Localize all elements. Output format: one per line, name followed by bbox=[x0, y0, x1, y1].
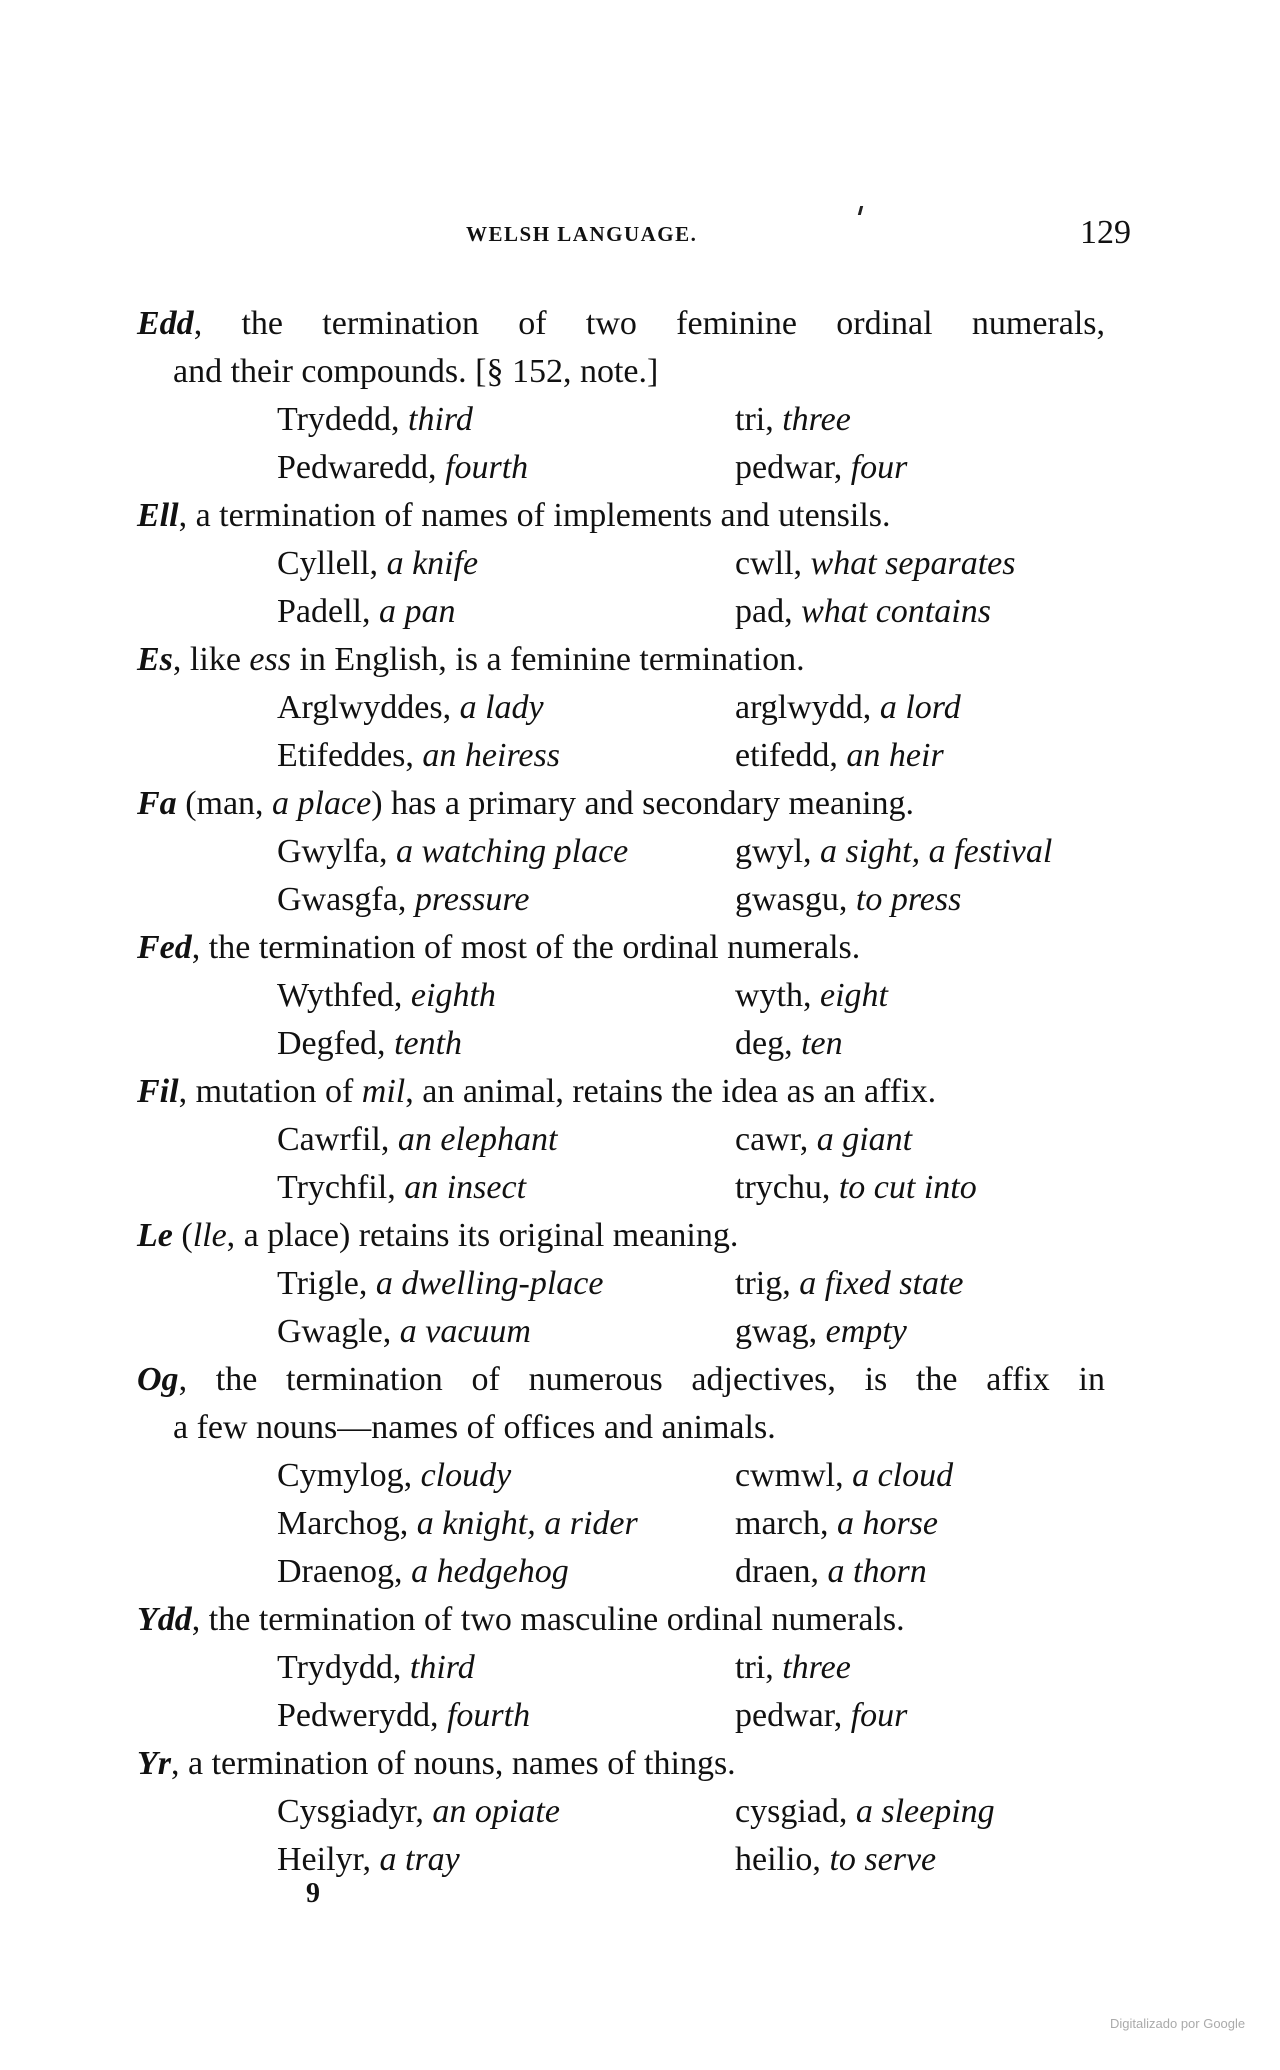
root-gloss: what contains bbox=[801, 593, 991, 630]
derived-word: Gwylfa, bbox=[277, 833, 396, 870]
welsh-root-word bbox=[735, 1692, 907, 1740]
example-row bbox=[137, 1020, 1105, 1068]
root-word: pedwar, bbox=[735, 449, 851, 486]
welsh-derived-word bbox=[277, 540, 478, 588]
entry-heading-line bbox=[137, 300, 1105, 348]
welsh-root-word bbox=[735, 1308, 907, 1356]
welsh-derived-word bbox=[277, 972, 496, 1020]
italic-text: ess bbox=[249, 641, 291, 678]
entry-heading-line bbox=[137, 492, 1105, 540]
welsh-derived-word bbox=[277, 1548, 569, 1596]
welsh-root-word bbox=[735, 1644, 851, 1692]
root-word: draen, bbox=[735, 1553, 828, 1590]
entry-text: , mutation of bbox=[178, 1073, 362, 1110]
welsh-root-word bbox=[735, 1788, 995, 1836]
example-row bbox=[137, 396, 1105, 444]
derived-gloss: third bbox=[409, 1649, 475, 1686]
root-gloss: a fixed state bbox=[799, 1265, 964, 1302]
derived-word: Arglwyddes, bbox=[277, 689, 460, 726]
root-gloss: a horse bbox=[836, 1505, 939, 1542]
welsh-root-word bbox=[735, 972, 888, 1020]
root-word: arglwydd, bbox=[735, 689, 880, 726]
example-row bbox=[137, 876, 1105, 924]
entry-text: , the termination of two masculine ordinal numerals. bbox=[191, 1601, 905, 1638]
entry-heading-line bbox=[137, 924, 1105, 972]
root-gloss: ten bbox=[801, 1025, 843, 1062]
example-row bbox=[137, 1692, 1105, 1740]
entry-keyword: Le bbox=[137, 1217, 173, 1254]
entry-text: (man, bbox=[176, 785, 273, 822]
example-row bbox=[137, 1644, 1105, 1692]
welsh-derived-word bbox=[277, 828, 628, 876]
example-row bbox=[137, 444, 1105, 492]
watermark: Digitalizado por Google bbox=[1110, 2016, 1246, 2031]
derived-word: Trigle, bbox=[277, 1265, 376, 1302]
entry-keyword: Es bbox=[137, 641, 173, 678]
root-gloss: an heir bbox=[846, 737, 944, 774]
root-gloss: a sleeping bbox=[855, 1793, 995, 1830]
example-row bbox=[137, 1548, 1105, 1596]
root-word: cysgiad, bbox=[735, 1793, 856, 1830]
entry-keyword: Yr bbox=[137, 1745, 171, 1782]
root-word: gwasgu, bbox=[735, 881, 856, 918]
entry-keyword: Edd bbox=[137, 305, 194, 342]
welsh-root-word bbox=[735, 588, 991, 636]
derived-word: Cysgiadyr, bbox=[277, 1793, 433, 1830]
derived-gloss: a knight, a rider bbox=[416, 1505, 638, 1542]
derived-gloss: an elephant bbox=[397, 1121, 558, 1158]
welsh-root-word bbox=[735, 732, 944, 780]
root-gloss: to cut into bbox=[838, 1169, 977, 1206]
example-row bbox=[137, 1836, 1105, 1884]
derived-gloss: third bbox=[408, 401, 473, 438]
ink-speck bbox=[858, 206, 863, 215]
derived-word: Pedwaredd, bbox=[277, 449, 446, 486]
entry-text: ( bbox=[172, 1217, 193, 1254]
derived-word: Etifeddes, bbox=[277, 737, 423, 774]
example-row bbox=[137, 732, 1105, 780]
derived-gloss: a tray bbox=[379, 1841, 460, 1878]
derived-gloss: eighth bbox=[410, 977, 496, 1014]
welsh-derived-word bbox=[277, 1644, 475, 1692]
example-row bbox=[137, 1260, 1105, 1308]
welsh-root-word bbox=[735, 1260, 964, 1308]
root-word: tri, bbox=[735, 1649, 783, 1686]
welsh-derived-word bbox=[277, 1164, 526, 1212]
derived-gloss: cloudy bbox=[420, 1457, 512, 1494]
welsh-derived-word bbox=[277, 1788, 560, 1836]
example-row bbox=[137, 972, 1105, 1020]
entry-text: in English, is a feminine termination. bbox=[290, 641, 805, 678]
derived-word: Gwagle, bbox=[277, 1313, 400, 1350]
entry-text: ) has a primary and secondary meaning. bbox=[371, 785, 915, 822]
derived-gloss: tenth bbox=[394, 1025, 463, 1062]
root-gloss: what separates bbox=[810, 545, 1016, 582]
example-row bbox=[137, 1500, 1105, 1548]
entry-text: and their compounds. [§ 152, note.] bbox=[173, 353, 659, 390]
root-gloss: three bbox=[782, 1649, 851, 1686]
root-gloss: a lord bbox=[879, 689, 961, 726]
root-gloss: a giant bbox=[816, 1121, 913, 1158]
page-number: 129 bbox=[1080, 214, 1131, 251]
derived-word: Gwasgfa, bbox=[277, 881, 415, 918]
derived-word: Degfed, bbox=[277, 1025, 395, 1062]
root-word: gwag, bbox=[735, 1313, 826, 1350]
welsh-derived-word bbox=[277, 396, 473, 444]
root-gloss: a sight, a festival bbox=[820, 833, 1053, 870]
welsh-root-word bbox=[735, 1116, 912, 1164]
root-word: tri, bbox=[735, 401, 783, 438]
root-word: deg, bbox=[735, 1025, 802, 1062]
entry-text: , the termination of numerous adjectives, is the affix in bbox=[178, 1361, 1105, 1398]
root-word: pad, bbox=[735, 593, 802, 630]
example-row bbox=[137, 828, 1105, 876]
derived-gloss: a vacuum bbox=[399, 1313, 531, 1350]
root-word: cwmwl, bbox=[735, 1457, 853, 1494]
derived-word: Draenog, bbox=[277, 1553, 412, 1590]
derived-word: Trychfil, bbox=[277, 1169, 405, 1206]
example-row bbox=[137, 588, 1105, 636]
entry-text: , the termination of two feminine ordinal numerals, bbox=[193, 305, 1105, 342]
derived-gloss: pressure bbox=[414, 881, 530, 918]
welsh-root-word bbox=[735, 396, 851, 444]
root-word: gwyl, bbox=[735, 833, 820, 870]
welsh-root-word bbox=[735, 1548, 927, 1596]
root-word: march, bbox=[735, 1505, 837, 1542]
welsh-derived-word bbox=[277, 1116, 557, 1164]
entry-text: , an animal, retains the idea as an affix. bbox=[405, 1073, 937, 1110]
welsh-derived-word bbox=[277, 732, 560, 780]
derived-word: Trydydd, bbox=[277, 1649, 410, 1686]
derived-word: Pedwerydd, bbox=[277, 1697, 447, 1734]
welsh-derived-word bbox=[277, 1500, 638, 1548]
root-word: cwll, bbox=[735, 545, 811, 582]
entry-keyword: Og bbox=[137, 1361, 179, 1398]
italic-text: mil bbox=[361, 1073, 406, 1110]
example-row bbox=[137, 684, 1105, 732]
derived-gloss: a watching place bbox=[395, 833, 629, 870]
welsh-derived-word bbox=[277, 1836, 460, 1884]
example-row bbox=[137, 1116, 1105, 1164]
italic-text: lle bbox=[192, 1217, 227, 1254]
entry-heading-line bbox=[137, 1356, 1105, 1404]
entry-keyword: Fil bbox=[137, 1073, 179, 1110]
derived-word: Cymylog, bbox=[277, 1457, 421, 1494]
welsh-root-word bbox=[735, 876, 961, 924]
italic-text: a place bbox=[272, 785, 372, 822]
welsh-root-word bbox=[735, 1500, 938, 1548]
derived-gloss: an heiress bbox=[422, 737, 560, 774]
welsh-derived-word bbox=[277, 1692, 530, 1740]
example-row bbox=[137, 540, 1105, 588]
entry-keyword: Ell bbox=[137, 497, 179, 534]
entry-heading-line bbox=[137, 1596, 1105, 1644]
welsh-root-word bbox=[735, 828, 1052, 876]
welsh-derived-word bbox=[277, 1260, 603, 1308]
root-word: etifedd, bbox=[735, 737, 847, 774]
welsh-root-word bbox=[735, 1020, 843, 1068]
entry-text: , like bbox=[172, 641, 250, 678]
welsh-derived-word bbox=[277, 684, 544, 732]
derived-word: Trydedd, bbox=[277, 401, 408, 438]
root-word: cawr, bbox=[735, 1121, 817, 1158]
root-gloss: to press bbox=[855, 881, 962, 918]
root-word: heilio, bbox=[735, 1841, 830, 1878]
entry-text: , a termination of names of implements and utensils. bbox=[178, 497, 891, 534]
root-word: pedwar, bbox=[735, 1697, 851, 1734]
signature-mark: 9 bbox=[306, 1878, 320, 1909]
root-gloss: four bbox=[850, 449, 908, 486]
derived-gloss: fourth bbox=[446, 1697, 531, 1734]
derived-gloss: a hedgehog bbox=[411, 1553, 569, 1590]
entry-heading-line bbox=[137, 636, 1105, 684]
root-gloss: three bbox=[782, 401, 851, 438]
derived-word: Heilyr, bbox=[277, 1841, 380, 1878]
derived-word: Wythfed, bbox=[277, 977, 411, 1014]
example-row bbox=[137, 1308, 1105, 1356]
welsh-derived-word bbox=[277, 876, 529, 924]
derived-gloss: a lady bbox=[459, 689, 544, 726]
derived-gloss: a knife bbox=[386, 545, 479, 582]
entry-heading-line bbox=[137, 1068, 1105, 1116]
welsh-derived-word bbox=[277, 588, 455, 636]
entry-text: , the termination of most of the ordinal numerals. bbox=[191, 929, 861, 966]
derived-word: Cawrfil, bbox=[277, 1121, 398, 1158]
running-title: WELSH LANGUAGE. bbox=[466, 222, 698, 246]
page-body bbox=[137, 300, 1105, 1884]
root-word: trig, bbox=[735, 1265, 800, 1302]
entry-keyword: Fa bbox=[137, 785, 177, 822]
welsh-derived-word bbox=[277, 1308, 531, 1356]
derived-gloss: a pan bbox=[378, 593, 456, 630]
derived-word: Padell, bbox=[277, 593, 379, 630]
welsh-root-word bbox=[735, 540, 1016, 588]
entry-keyword: Fed bbox=[137, 929, 192, 966]
entry-heading-line bbox=[137, 780, 1105, 828]
root-gloss: a cloud bbox=[852, 1457, 954, 1494]
welsh-root-word bbox=[735, 1452, 953, 1500]
entry-continuation-line bbox=[137, 1404, 1105, 1452]
derived-word: Cyllell, bbox=[277, 545, 387, 582]
derived-gloss: fourth bbox=[445, 449, 529, 486]
entry-continuation-line bbox=[137, 348, 1105, 396]
root-word: wyth, bbox=[735, 977, 820, 1014]
example-row bbox=[137, 1452, 1105, 1500]
entry-text: , a termination of nouns, names of things. bbox=[171, 1745, 736, 1782]
root-gloss: a thorn bbox=[827, 1553, 927, 1590]
welsh-derived-word bbox=[277, 1452, 511, 1500]
entry-heading-line bbox=[137, 1212, 1105, 1260]
derived-gloss: an opiate bbox=[432, 1793, 560, 1830]
derived-gloss: an insect bbox=[404, 1169, 527, 1206]
welsh-root-word bbox=[735, 684, 961, 732]
root-gloss: empty bbox=[825, 1313, 907, 1350]
root-gloss: four bbox=[850, 1697, 908, 1734]
welsh-derived-word bbox=[277, 444, 528, 492]
root-gloss: eight bbox=[820, 977, 888, 1014]
entry-text: , a place) retains its original meaning. bbox=[226, 1217, 739, 1254]
derived-gloss: a dwelling-place bbox=[375, 1265, 604, 1302]
example-row bbox=[137, 1164, 1105, 1212]
derived-word: Marchog, bbox=[277, 1505, 417, 1542]
welsh-root-word bbox=[735, 1164, 977, 1212]
example-row bbox=[137, 1788, 1105, 1836]
entry-text: a few nouns—names of offices and animals. bbox=[173, 1409, 776, 1446]
entry-keyword: Ydd bbox=[137, 1601, 192, 1638]
welsh-root-word bbox=[735, 1836, 936, 1884]
root-gloss: to serve bbox=[829, 1841, 937, 1878]
entry-heading-line bbox=[137, 1740, 1105, 1788]
welsh-root-word bbox=[735, 444, 907, 492]
welsh-derived-word bbox=[277, 1020, 462, 1068]
root-word: trychu, bbox=[735, 1169, 839, 1206]
